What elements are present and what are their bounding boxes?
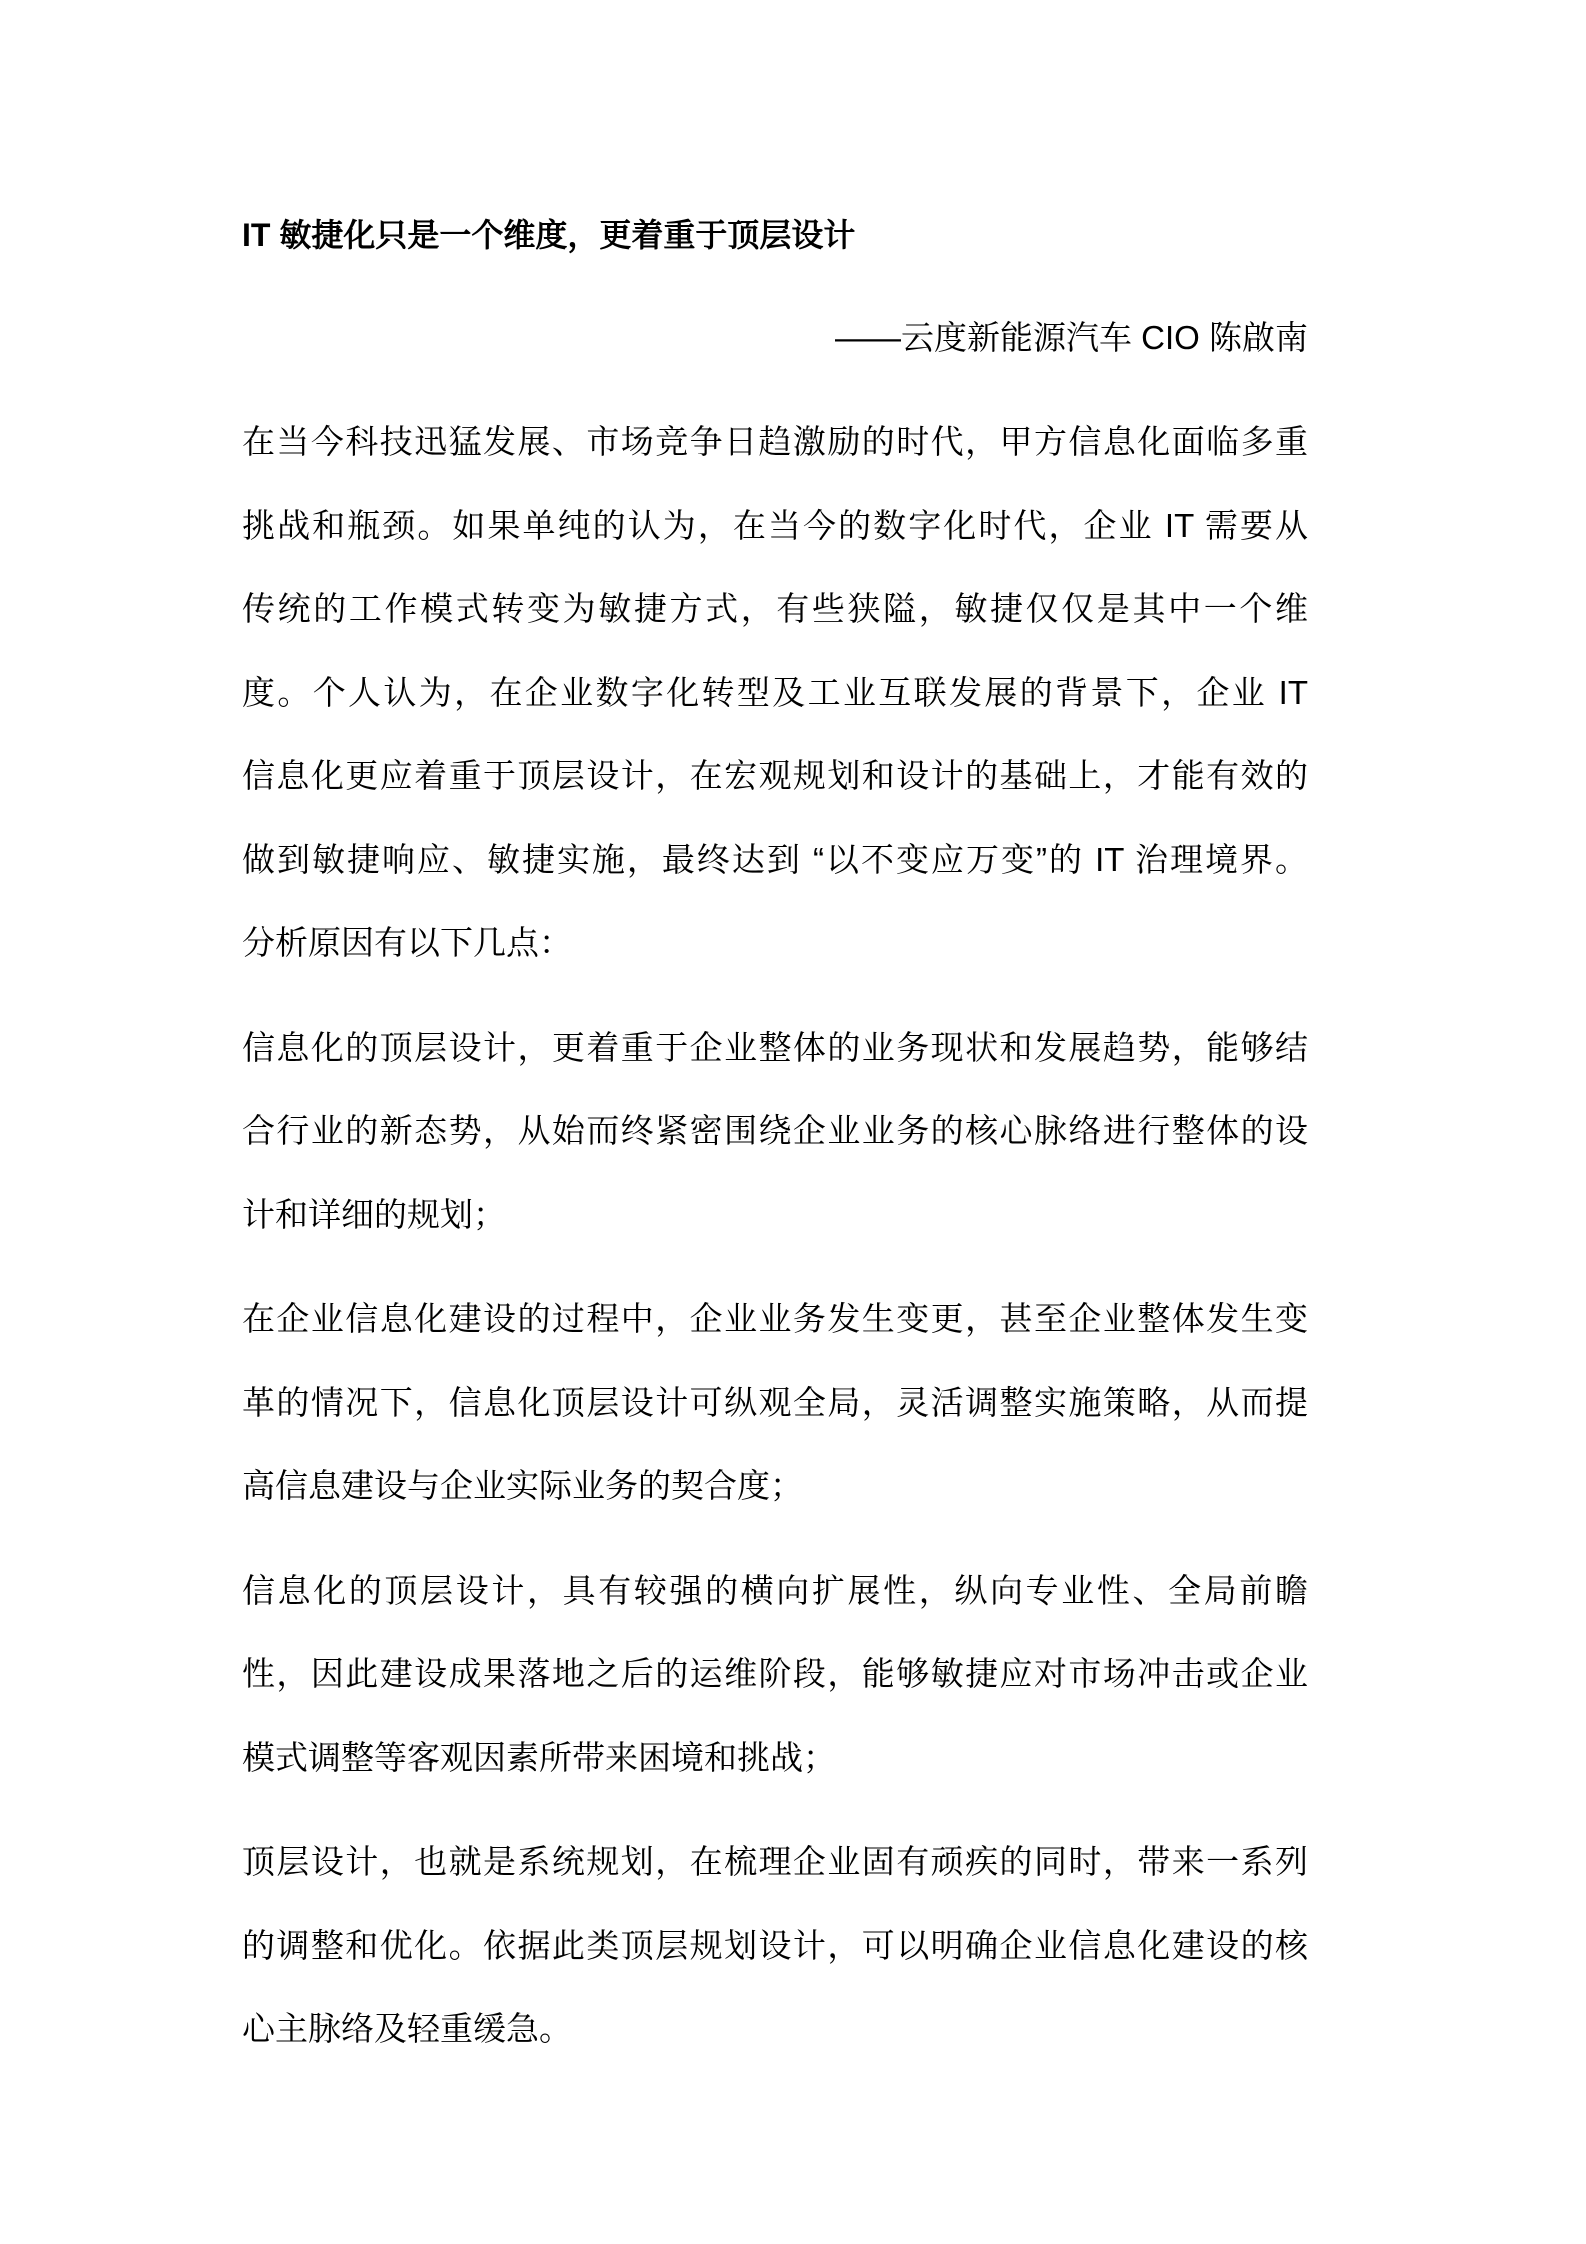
article-title: IT 敏捷化只是一个维度，更着重于顶层设计: [242, 217, 856, 253]
text-line: 在当今科技迅猛发展、市场竞争日趋激励的时代，甲方信息化面临多重: [242, 423, 1308, 460]
text-line: 做到敏捷响应、敏捷实施，最终达到 “以不变应万变”的 IT 治理境界。: [242, 840, 1308, 878]
text-line: 挑战和瓶颈。如果单纯的认为，在当今的数字化时代，企业 IT 需要从: [242, 506, 1308, 544]
text-line: 革的情况下，信息化顶层设计可纵观全局，灵活调整实施策略，从而提: [242, 1383, 1308, 1421]
text-line: 顶层设计，也就是系统规划，在梳理企业固有顽疾的同时，带来一系列: [242, 1843, 1308, 1880]
text-line: 信息化更应着重于顶层设计，在宏观规划和设计的基础上，才能有效的: [242, 757, 1308, 794]
text-line: 的调整和优化。依据此类顶层规划设计，可以明确企业信息化建设的核: [242, 1926, 1308, 1964]
text-line: 信息化的顶层设计，更着重于企业整体的业务现状和发展趋势，能够结: [242, 1028, 1308, 1066]
text-line: 心主脉络及轻重缓急。: [242, 2010, 572, 2047]
text-line: 计和详细的规划；: [242, 1195, 506, 1233]
text-line: 度。个人认为，在企业数字化转型及工业互联发展的背景下，企业 IT: [242, 673, 1308, 711]
text-line: 合行业的新态势，从始而终紧密围绕企业业务的核心脉络进行整体的设: [242, 1112, 1308, 1149]
paragraph: [242, 400, 1308, 985]
text-line: 分析原因有以下几点：: [242, 924, 572, 961]
article-body: [242, 400, 1308, 2092]
paragraph: [242, 1277, 1308, 1528]
paragraph: [242, 1549, 1308, 1800]
text-line: 模式调整等客观因素所带来困境和挑战；: [242, 1738, 836, 1776]
paragraph: [242, 1006, 1308, 1257]
text-line: 信息化的顶层设计，具有较强的横向扩展性，纵向专业性、全局前瞻: [242, 1571, 1308, 1609]
paragraph: [242, 1820, 1308, 2071]
author-attribution: ——云度新能源汽车 CIO 陈啟南: [834, 319, 1308, 356]
text-line: 在企业信息化建设的过程中，企业业务发生变更，甚至企业整体发生变: [242, 1300, 1308, 1337]
text-line: 性，因此建设成果落地之后的运维阶段，能够敏捷应对市场冲击或企业: [242, 1655, 1308, 1692]
text-line: 传统的工作模式转变为敏捷方式，有些狭隘，敏捷仅仅是其中一个维: [242, 590, 1308, 627]
text-line: 高信息建设与企业实际业务的契合度；: [242, 1467, 803, 1504]
